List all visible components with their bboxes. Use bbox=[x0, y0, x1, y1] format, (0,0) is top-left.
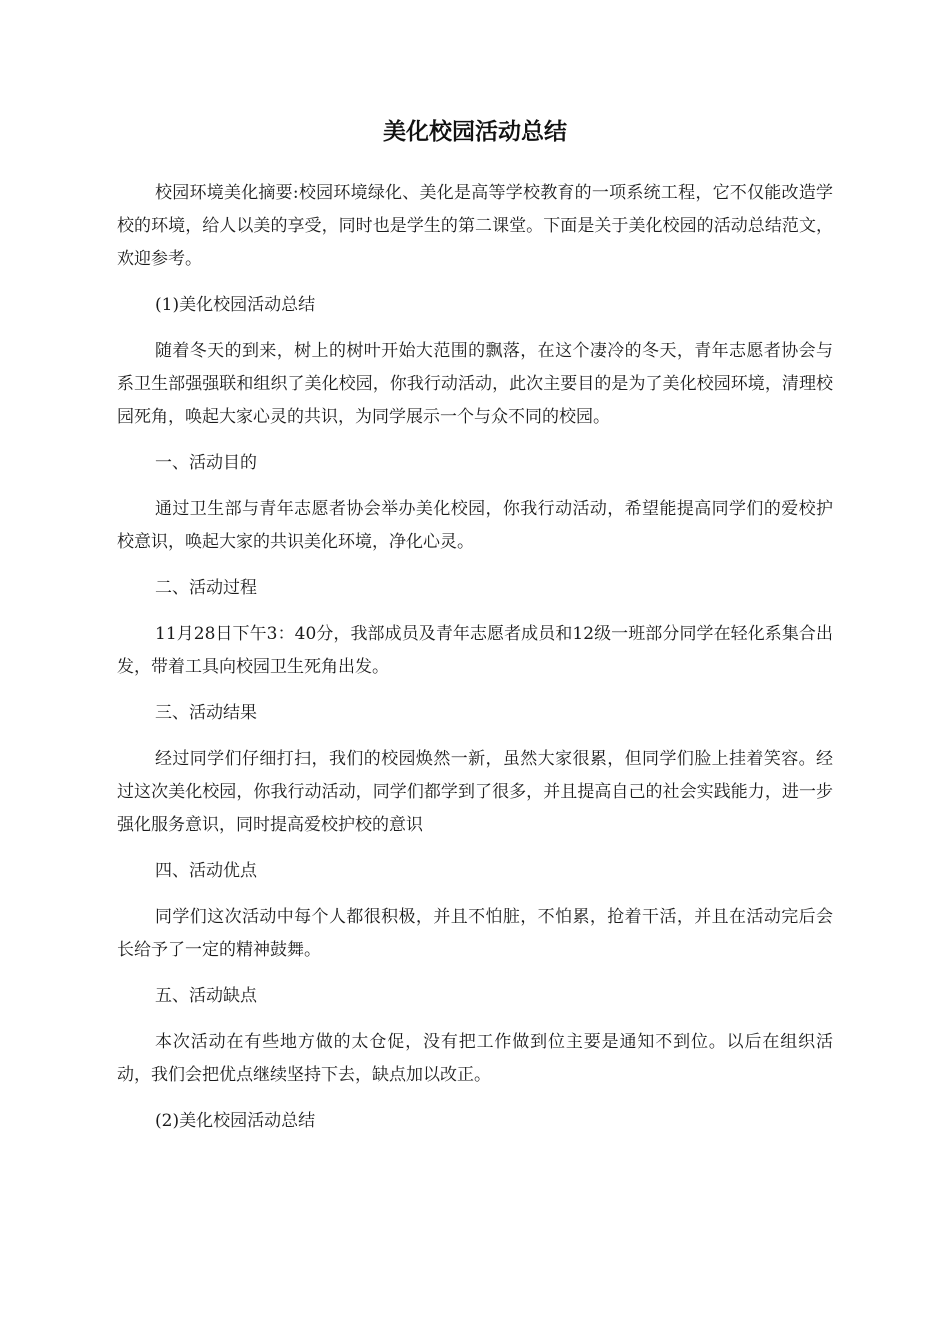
document-title: 美化校园活动总结 bbox=[383, 119, 567, 145]
body-paragraph: 本次活动在有些地方做的太仓促，没有把工作做到位主要是通知不到位。以后在组织活动，我们会把优点继续坚持下去，缺点加以改正。 bbox=[117, 1032, 833, 1085]
section-heading-2: (2)美化校园活动总结 bbox=[155, 1111, 316, 1131]
body-paragraph: 经过同学们仔细打扫，我们的校园焕然一新，虽然大家很累，但同学们脸上挂着笑容。经过这次美化校园，你我行动活动，同学们都学到了很多，并且提高自己的社会实践能力，进一步强化服务意识，同时提高爱校护校的意识 bbox=[117, 749, 833, 835]
document-body bbox=[117, 177, 833, 1151]
intro-paragraph: 校园环境美化摘要:校园环境绿化、美化是高等学校教育的一项系统工程，它不仅能改造学校的环境，给人以美的享受，同时也是学生的第二课堂。下面是关于美化校园的活动总结范文，欢迎参考。 bbox=[117, 183, 833, 269]
body-paragraph: 随着冬天的到来，树上的树叶开始大范围的飘落，在这个凄冷的冬天，青年志愿者协会与系卫生部强强联和组织了美化校园，你我行动活动，此次主要目的是为了美化校园环境，清理校园死角，唤起大家心灵的共识，为同学展示一个与众不同的校园。 bbox=[117, 341, 833, 427]
section-heading-result: 三、活动结果 bbox=[155, 703, 257, 723]
section-heading-weaknesses: 五、活动缺点 bbox=[155, 986, 257, 1006]
body-paragraph: 11月28日下午3：40分，我部成员及青年志愿者成员和12级一班部分同学在轻化系集合出发，带着工具向校园卫生死角出发。 bbox=[117, 624, 833, 677]
section-heading-1: (1)美化校园活动总结 bbox=[155, 295, 316, 315]
section-heading-strengths: 四、活动优点 bbox=[155, 861, 257, 881]
body-paragraph: 同学们这次活动中每个人都很积极，并且不怕脏，不怕累，抢着干活，并且在活动完后会长给予了一定的精神鼓舞。 bbox=[117, 907, 833, 960]
body-paragraph: 通过卫生部与青年志愿者协会举办美化校园，你我行动活动，希望能提高同学们的爱校护校意识，唤起大家的共识美化环境，净化心灵。 bbox=[117, 499, 833, 552]
section-heading-process: 二、活动过程 bbox=[155, 578, 257, 598]
section-heading-purpose: 一、活动目的 bbox=[155, 453, 257, 473]
